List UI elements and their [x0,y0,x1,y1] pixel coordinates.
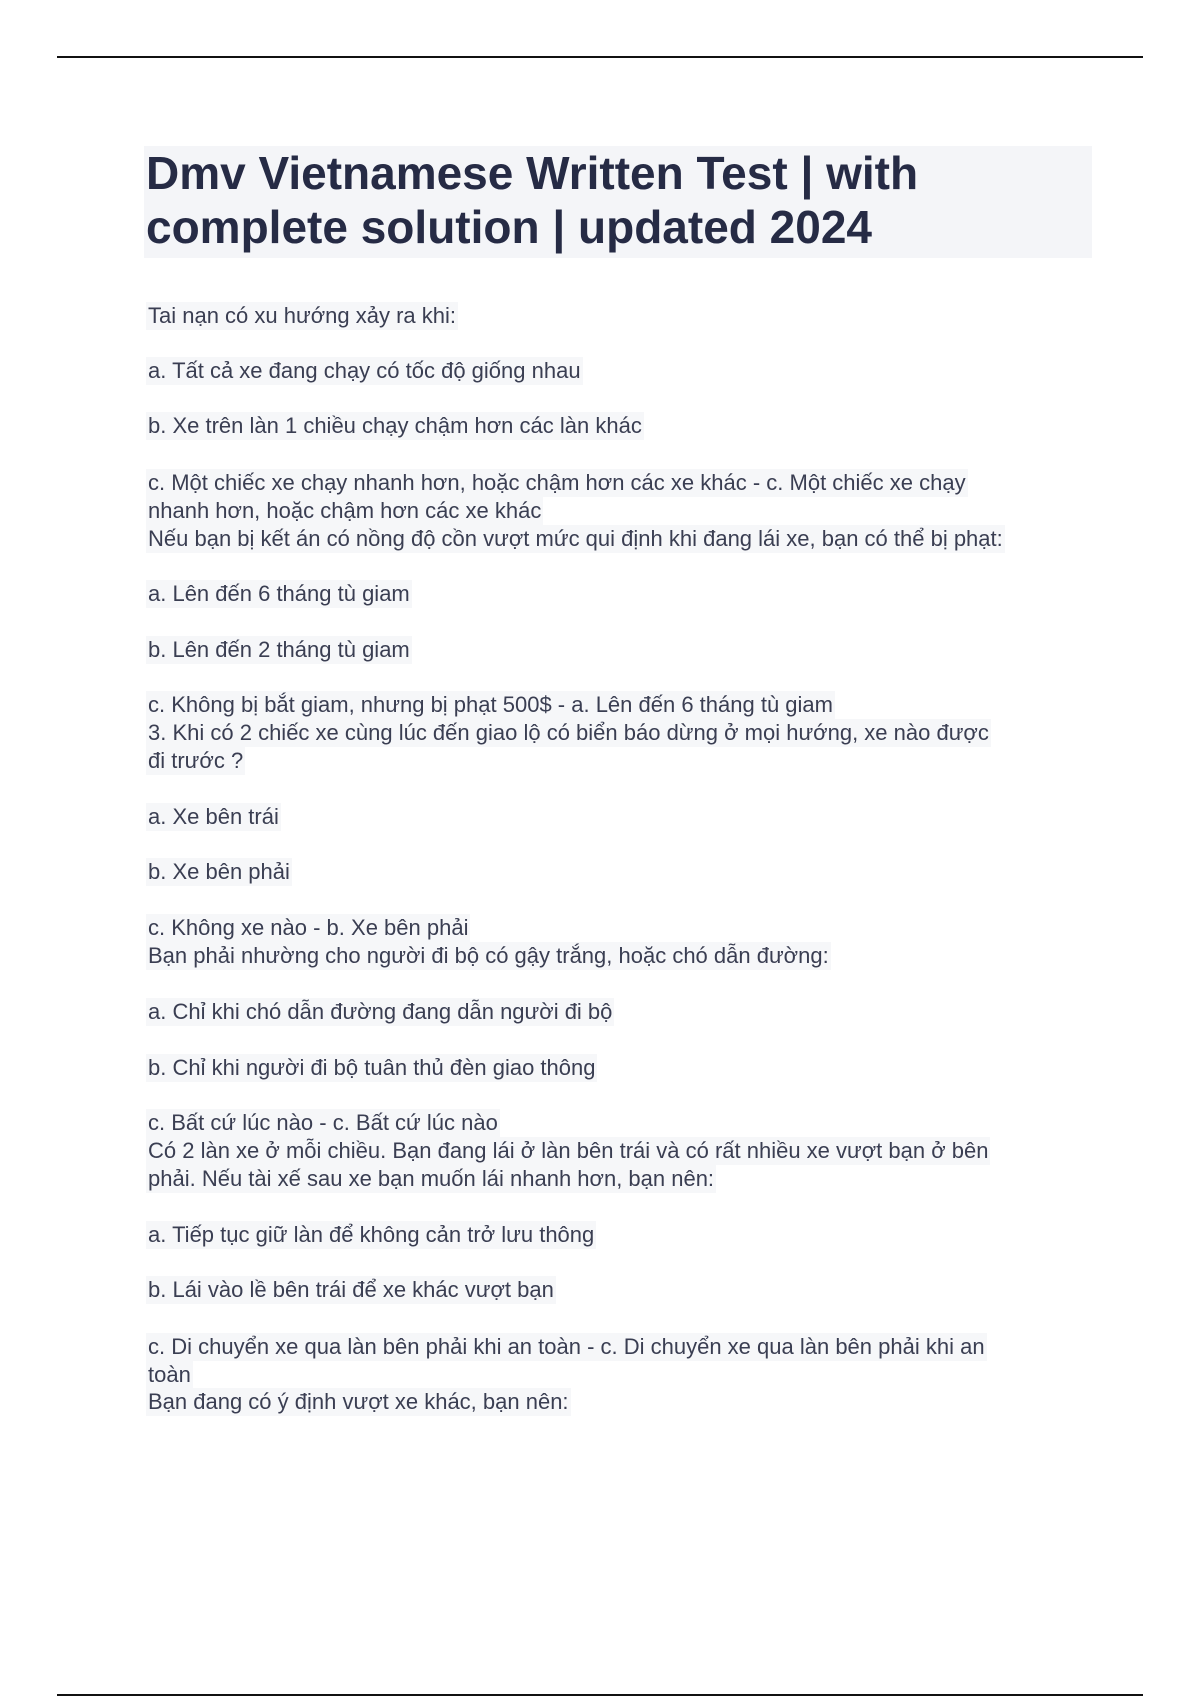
question-3-prompt-continued: đi trước ? [148,748,244,773]
question-5-option-a: a. Tiếp tục giữ làn để không cản trở lưu thông [148,1222,595,1247]
question-5-option-c-answer: c. Di chuyển xe qua làn bên phải khi an toàn - c. Di chuyển xe qua làn bên phải khi an [148,1334,985,1359]
question-5-option-b: b. Lái vào lề bên trái để xe khác vượt bạn [148,1277,554,1302]
question-6-prompt: Bạn đang có ý định vượt xe khác, bạn nên: [148,1389,569,1414]
question-1-option-b: b. Xe trên làn 1 chiều chạy chậm hơn các làn khác [148,413,642,438]
question-3-prompt: 3. Khi có 2 chiếc xe cùng lúc đến giao lộ có biển báo dừng ở mọi hướng, xe nào được [148,720,989,745]
question-2-option-a: a. Lên đến 6 tháng tù giam [148,581,410,606]
question-5-answer-continued: toàn [148,1362,191,1387]
top-divider [57,56,1143,58]
question-4-option-a: a. Chỉ khi chó dẫn đường đang dẫn người đi bộ [148,999,613,1024]
question-4-option-b: b. Chỉ khi người đi bộ tuân thủ đèn giao thông [148,1055,596,1080]
question-2-prompt: Nếu bạn bị kết án có nồng độ cồn vượt mức qui định khi đang lái xe, bạn có thể bị phạt: [148,526,1003,551]
question-3-option-a: a. Xe bên trái [148,804,279,829]
question-2-option-b: b. Lên đến 2 tháng tù giam [148,637,410,662]
question-4-prompt: Bạn phải nhường cho người đi bộ có gậy trắng, hoặc chó dẫn đường: [148,943,829,968]
question-3-option-b: b. Xe bên phải [148,859,290,884]
question-1-prompt: Tai nạn có xu hướng xảy ra khi: [148,303,456,328]
question-1-answer-continued: nhanh hơn, hoặc chậm hơn các xe khác [148,498,542,523]
question-1-option-c-answer: c. Một chiếc xe chạy nhanh hơn, hoặc chậm hơn các xe khác - c. Một chiếc xe chạy [148,470,966,495]
question-4-option-c-answer: c. Bất cứ lúc nào - c. Bất cứ lúc nào [148,1110,498,1135]
question-5-prompt-continued: phải. Nếu tài xế sau xe bạn muốn lái nhanh hơn, bạn nên: [148,1166,715,1191]
question-5-prompt: Có 2 làn xe ở mỗi chiều. Bạn đang lái ở làn bên trái và có rất nhiều xe vượt bạn ở bên [148,1138,989,1163]
question-1-option-a: a. Tất cả xe đang chạy có tốc độ giống nhau [148,358,581,383]
question-3-option-c-answer: c. Không xe nào - b. Xe bên phải [148,915,469,940]
question-2-option-c-answer: c. Không bị bắt giam, nhưng bị phạt 500$ - a. Lên đến 6 tháng tù giam [148,692,833,717]
title-block [144,146,1092,258]
bottom-divider [57,1694,1143,1696]
document-title: Dmv Vietnamese Written Test | with complete solution | updated 2024 [146,147,919,253]
